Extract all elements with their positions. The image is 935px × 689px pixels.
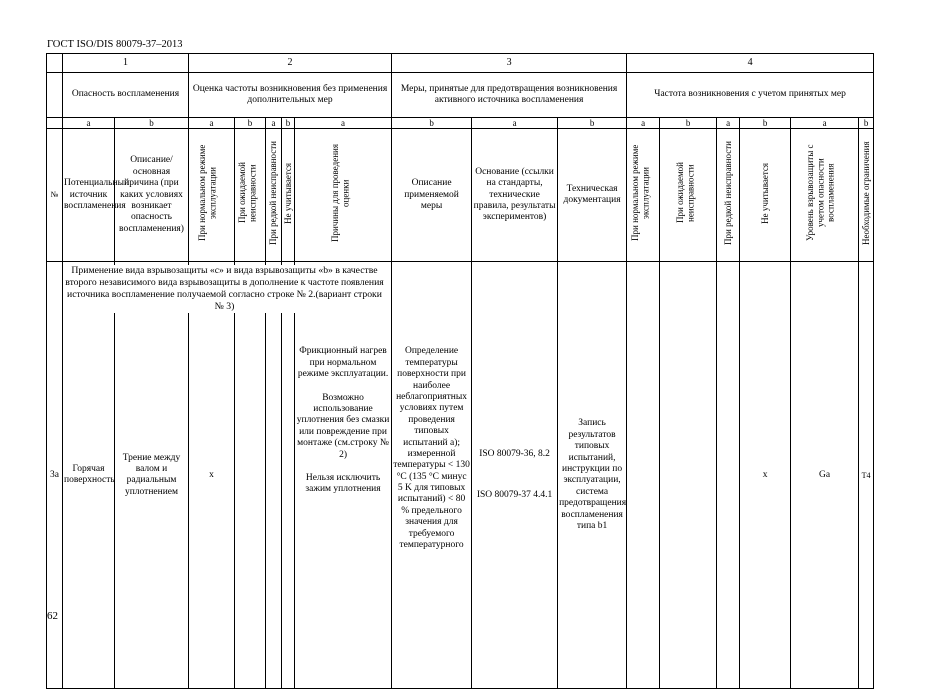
group-title-2: Оценка частоты возникновения без применения дополнительных мер xyxy=(189,73,392,118)
cell-documentation xyxy=(558,262,627,689)
col-header-cause xyxy=(115,129,189,262)
col-header-normal-after-text: При нормальном режиме эксплуатации xyxy=(630,144,651,242)
group-number-4: 4 xyxy=(627,54,874,73)
col-header-reasons-text: Причины для проведения оценки xyxy=(330,144,351,242)
letter-cell: b xyxy=(115,118,189,129)
col-header-epl-text: Уровень взрывозащиты с учетом опасности воспламенения xyxy=(804,144,836,242)
col-header-basis-text: Основание (ссылки на стандарты, технические правила, результаты экспериментов) xyxy=(473,166,556,223)
reasons-text-2: Возможно использование уплотнения без смазки или повреждение при монтаже (см.строку № 2) xyxy=(296,392,390,460)
col-header-expected-text: При ожидаемой неисправности xyxy=(237,162,258,224)
col-header-rare-text: При редкой неисправности xyxy=(268,141,279,245)
col-header-rare xyxy=(266,129,282,262)
col-header-rare-after xyxy=(717,129,740,262)
cell-restrictions: T4 xyxy=(859,262,874,689)
col-header-documentation-text: Техническая документация xyxy=(563,183,621,206)
col-header-expected-after xyxy=(660,129,717,262)
measure-text: Определение температуры поверхности при наиболее неблагоприятных условиях путем проведения типовых испытаний а); измеренной температуры < 130 °C (135 °C минус 5 K для типовых испытаний) < 80 % предельного значения для требуемого температурного xyxy=(393,346,470,551)
letter-cell: b xyxy=(558,118,627,129)
empty-cell xyxy=(47,73,63,118)
letter-cell: a xyxy=(717,118,740,129)
group-title-1: Опасность воспламенения xyxy=(63,73,189,118)
page-number: 62 xyxy=(47,610,58,622)
group-title-4: Частота возникновения с учетом принятых мер xyxy=(627,73,874,118)
col-header-documentation xyxy=(558,129,627,262)
col-header-restrictions xyxy=(859,129,874,262)
col-header-normal-after xyxy=(627,129,660,262)
group-number-2: 2 xyxy=(189,54,392,73)
group-number-3: 3 xyxy=(392,54,627,73)
col-header-epl xyxy=(791,129,859,262)
document-header: ГОСТ ISO/DIS 80079-37–2013 xyxy=(47,39,183,50)
group-title-3: Меры, принятые для предотвращения возникновения активного источника воспламенения xyxy=(392,73,627,118)
col-header-cause-text: Описание/основная причина (при каких условиях возникает опасность воспламенения) xyxy=(119,155,184,234)
letter-cell: a xyxy=(189,118,235,129)
cell-epl: Ga xyxy=(791,262,859,689)
col-header-basis xyxy=(472,129,558,262)
col-header-expected-after-text: При ожидаемой неисправности xyxy=(675,162,696,224)
col-header-normal xyxy=(189,129,235,262)
letter-cell: a xyxy=(472,118,558,129)
letter-cell: b xyxy=(740,118,791,129)
basis-text-2: ISO 80079-37 4.4.1 xyxy=(476,490,553,501)
letter-cell: b xyxy=(660,118,717,129)
cell-not-considered xyxy=(282,262,295,689)
cell-cause xyxy=(115,262,189,689)
col-header-not-considered-after-text: Не учитывается xyxy=(759,162,770,224)
col-header-measure xyxy=(392,129,472,262)
col-header-restrictions-text: Необходимые ограничения xyxy=(860,141,871,245)
col-header-measure-text: Описание применяемой меры xyxy=(404,178,459,211)
cell-reasons xyxy=(295,262,392,689)
col-header-normal-text: При нормальном режиме эксплуатации xyxy=(196,144,217,242)
empty-cell xyxy=(47,118,63,129)
col-header-expected xyxy=(235,129,266,262)
letter-cell: b xyxy=(859,118,874,129)
reasons-text-1: Фрикционный нагрев при нормальном режиме эксплуатации. xyxy=(297,346,389,380)
col-header-not-considered xyxy=(282,129,295,262)
cell-rare-after xyxy=(717,262,740,689)
col-header-not-considered-text: Не учитывается xyxy=(282,162,293,224)
cell-cause-text: Трение между валом и радиальным уплотнением xyxy=(122,452,181,497)
applied-protection-note: Применение вида взрывозащиты «c» и вида взрывозащиты «b» в качестве второго независимого вида взрывозащиты в дополнение к частоте появления источника воспламенение получаемой согласно строке № 2.(вариант строки № 3) xyxy=(65,265,384,312)
cell-normal-mark: x xyxy=(189,262,235,689)
reasons-text-3: Нельзя исключить зажим уплотнения xyxy=(305,472,381,495)
empty-corner xyxy=(47,54,63,73)
col-header-reasons xyxy=(295,129,392,262)
letter-cell: a xyxy=(791,118,859,129)
documentation-text: Запись результатов типовых испытаний, инструкции по эксплуатации, система предотвращения воспламенения типа b1 xyxy=(559,418,627,531)
col-header-source xyxy=(63,129,130,262)
cell-expected-after xyxy=(660,262,717,689)
col-header-source-text: Потенциальный источник воспламенения xyxy=(64,178,130,211)
letter-cell: a xyxy=(63,118,115,129)
cell-basis xyxy=(472,262,558,689)
risk-assessment-table xyxy=(46,53,874,689)
cell-not-considered-mark: x xyxy=(740,262,791,689)
letter-cell: b xyxy=(392,118,472,129)
letter-cell: a xyxy=(266,118,282,129)
letter-cell: b xyxy=(282,118,295,129)
letter-cell: b xyxy=(235,118,266,129)
cell-rare xyxy=(266,262,282,689)
cell-normal-after xyxy=(627,262,660,689)
row-number: 3a xyxy=(47,262,63,689)
col-header-rare-after-text: При редкой неисправности xyxy=(722,141,733,245)
letter-cell: a xyxy=(627,118,660,129)
basis-text-1: ISO 80079-36, 8.2 xyxy=(479,449,550,459)
cell-source-text: Горячая поверхность xyxy=(64,464,115,486)
cell-expected xyxy=(235,262,266,689)
cell-measure xyxy=(392,262,472,689)
col-header-number: № xyxy=(47,129,63,262)
cell-source xyxy=(63,262,115,689)
col-header-not-considered-after xyxy=(740,129,791,262)
letter-cell: a xyxy=(295,118,392,129)
group-number-1: 1 xyxy=(63,54,189,73)
